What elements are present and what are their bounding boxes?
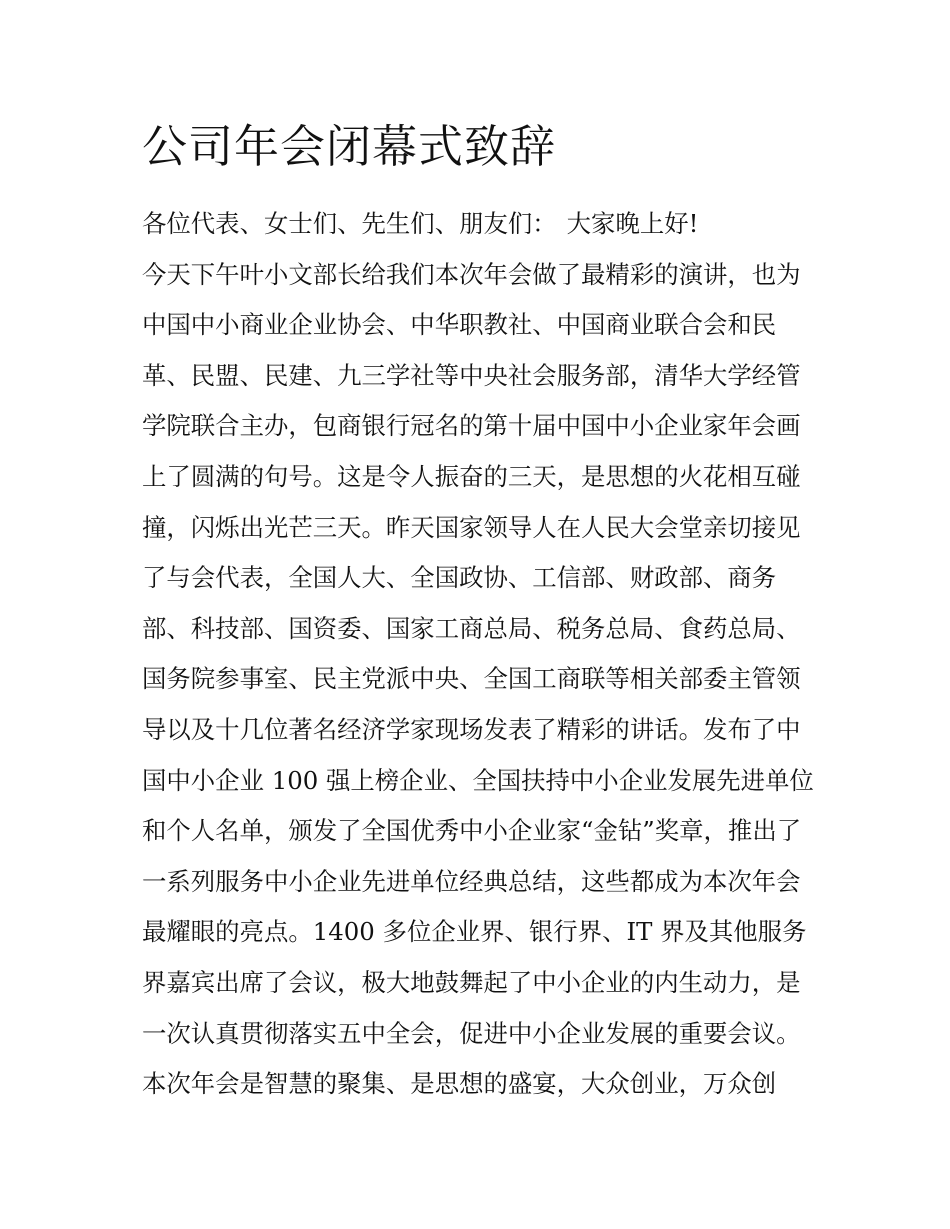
text-line: 中国中小商业企业协会、中华职教社、中国商业联合会和民	[142, 310, 777, 340]
text-line: 今天下午叶小文部长给我们本次年会做了最精彩的演讲，也为	[142, 259, 801, 289]
text-line: 上了圆满的句号。这是令人振奋的三天，是思想的火花相互碰	[142, 461, 801, 491]
text-line: 部、科技部、国资委、国家工商总局、税务总局、食药总局、	[142, 613, 801, 643]
greeting-salutation: 各位代表、女士们、先生们、朋友们：	[142, 209, 557, 238]
text-line: 和个人名单，颁发了全国优秀中小企业家“金钻”奖章，推出了	[142, 816, 802, 846]
text-line: 界嘉宾出席了会议，极大地鼓舞起了中小企业的内生动力，是	[142, 967, 801, 997]
speech-body	[142, 205, 822, 1116]
text-line: 本次年会是智慧的聚集、是思想的盛宴，大众创业，万众创	[142, 1069, 777, 1099]
text-line: 撞，闪烁出光芒三天。昨天国家领导人在人民大会堂亲切接见	[142, 512, 801, 542]
greeting-wish: 大家晚上好!	[566, 209, 699, 238]
text-line: 一次认真贯彻落实五中全会，促进中小企业发展的重要会议。	[142, 1018, 801, 1048]
text-line: 一系列服务中小企业先进单位经典总结，这些都成为本次年会	[142, 866, 801, 896]
page-title: 公司年会闭幕式致辞	[142, 120, 557, 173]
text-line: 了与会代表，全国人大、全国政协、工信部、财政部、商务	[142, 563, 777, 593]
text-line: 国务院参事室、民主党派中央、全国工商联等相关部委主管领	[142, 664, 801, 694]
text-line: 学院联合主办，包商银行冠名的第十届中国中小企业家年会画	[142, 411, 801, 441]
text-line: 最耀眼的亮点。1400 多位企业界、银行界、IT 界及其他服务	[142, 917, 807, 947]
text-line: 革、民盟、民建、九三学社等中央社会服务部，清华大学经管	[142, 360, 801, 390]
text-line: 导以及十几位著名经济学家现场发表了精彩的讲话。发布了中	[142, 714, 801, 744]
text-line: 国中小企业 100 强上榜企业、全国扶持中小企业发展先进单位	[142, 765, 814, 795]
greeting-line	[142, 205, 822, 256]
